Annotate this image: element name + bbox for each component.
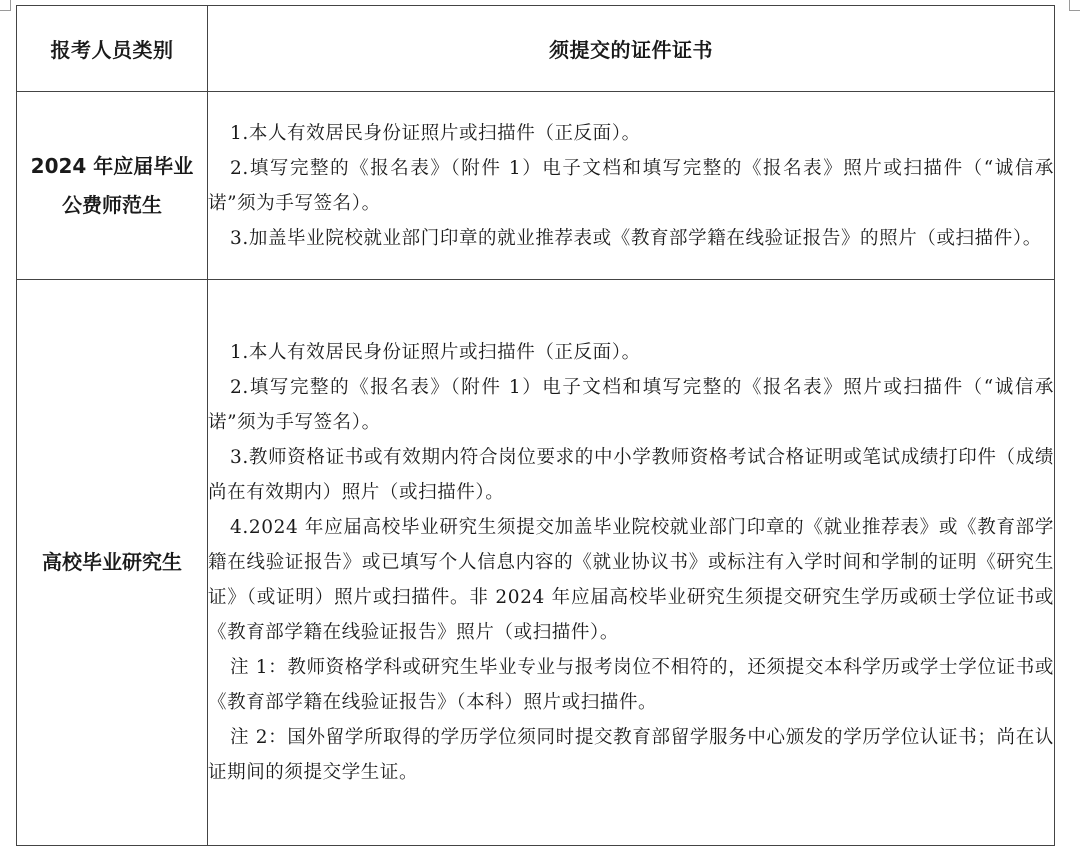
- table-row: [17, 92, 1055, 280]
- category-label: 2024 年应届毕业: [30, 153, 194, 178]
- header-documents: 须提交的证件证书: [208, 6, 1055, 92]
- documents-cell: [208, 280, 1055, 846]
- category-label: 高校毕业研究生: [42, 550, 182, 574]
- requirement-item: 3.教师资格证书或有效期内符合岗位要求的中小学教师资格考试合格证明或笔试成绩打印件（成绩尚在有效期内）照片（或扫描件）。: [208, 447, 1054, 503]
- crop-mark-right: [1069, 0, 1080, 11]
- table-row: [17, 280, 1055, 846]
- table-header-row: [17, 6, 1055, 92]
- note-item: 注 2：国外留学所取得的学历学位须同时提交教育部留学服务中心颁发的学历学位认证书；尚在认证期间的须提交学生证。: [208, 727, 1054, 783]
- documents-cell: [208, 92, 1055, 280]
- note-item: 注 1：教师资格学科或研究生毕业专业与报考岗位不相符的，还须提交本科学历或学士学位证书或《教育部学籍在线验证报告》（本科）照片或扫描件。: [208, 657, 1054, 713]
- category-label: 公费师范生: [62, 192, 162, 217]
- requirement-item: 2.填写完整的《报名表》（附件 1）电子文档和填写完整的《报名表》照片或扫描件（“诚信承诺”须为手写签名）。: [208, 157, 1054, 214]
- requirements-table: [16, 5, 1055, 846]
- category-cell: [17, 92, 208, 280]
- requirement-item: 1.本人有效居民身份证照片或扫描件（正反面）。: [230, 342, 641, 363]
- category-cell: [17, 280, 208, 846]
- requirement-item: 3.加盖毕业院校就业部门印章的就业推荐表或《教育部学籍在线验证报告》的照片（或扫描件）。: [230, 227, 1042, 249]
- requirement-item: 1.本人有效居民身份证照片或扫描件（正反面）。: [230, 122, 641, 144]
- requirement-item: 4.2024 年应届高校毕业研究生须提交加盖毕业院校就业部门印章的《就业推荐表》或《教育部学籍在线验证报告》或已填写个人信息内容的《就业协议书》或标注有入学时间和学制的证明《研究生证》（或证明）照片或扫描件。非 2024 年应届高校毕业研究生须提交研究生学历或硕士学位证书或《教育部学籍在线验证报告》照片（或扫描件）。: [208, 517, 1054, 643]
- header-category: 报考人员类别: [17, 6, 208, 92]
- requirement-item: 2.填写完整的《报名表》（附件 1）电子文档和填写完整的《报名表》照片或扫描件（“诚信承诺”须为手写签名）。: [208, 377, 1054, 433]
- crop-mark-left: [0, 0, 11, 11]
